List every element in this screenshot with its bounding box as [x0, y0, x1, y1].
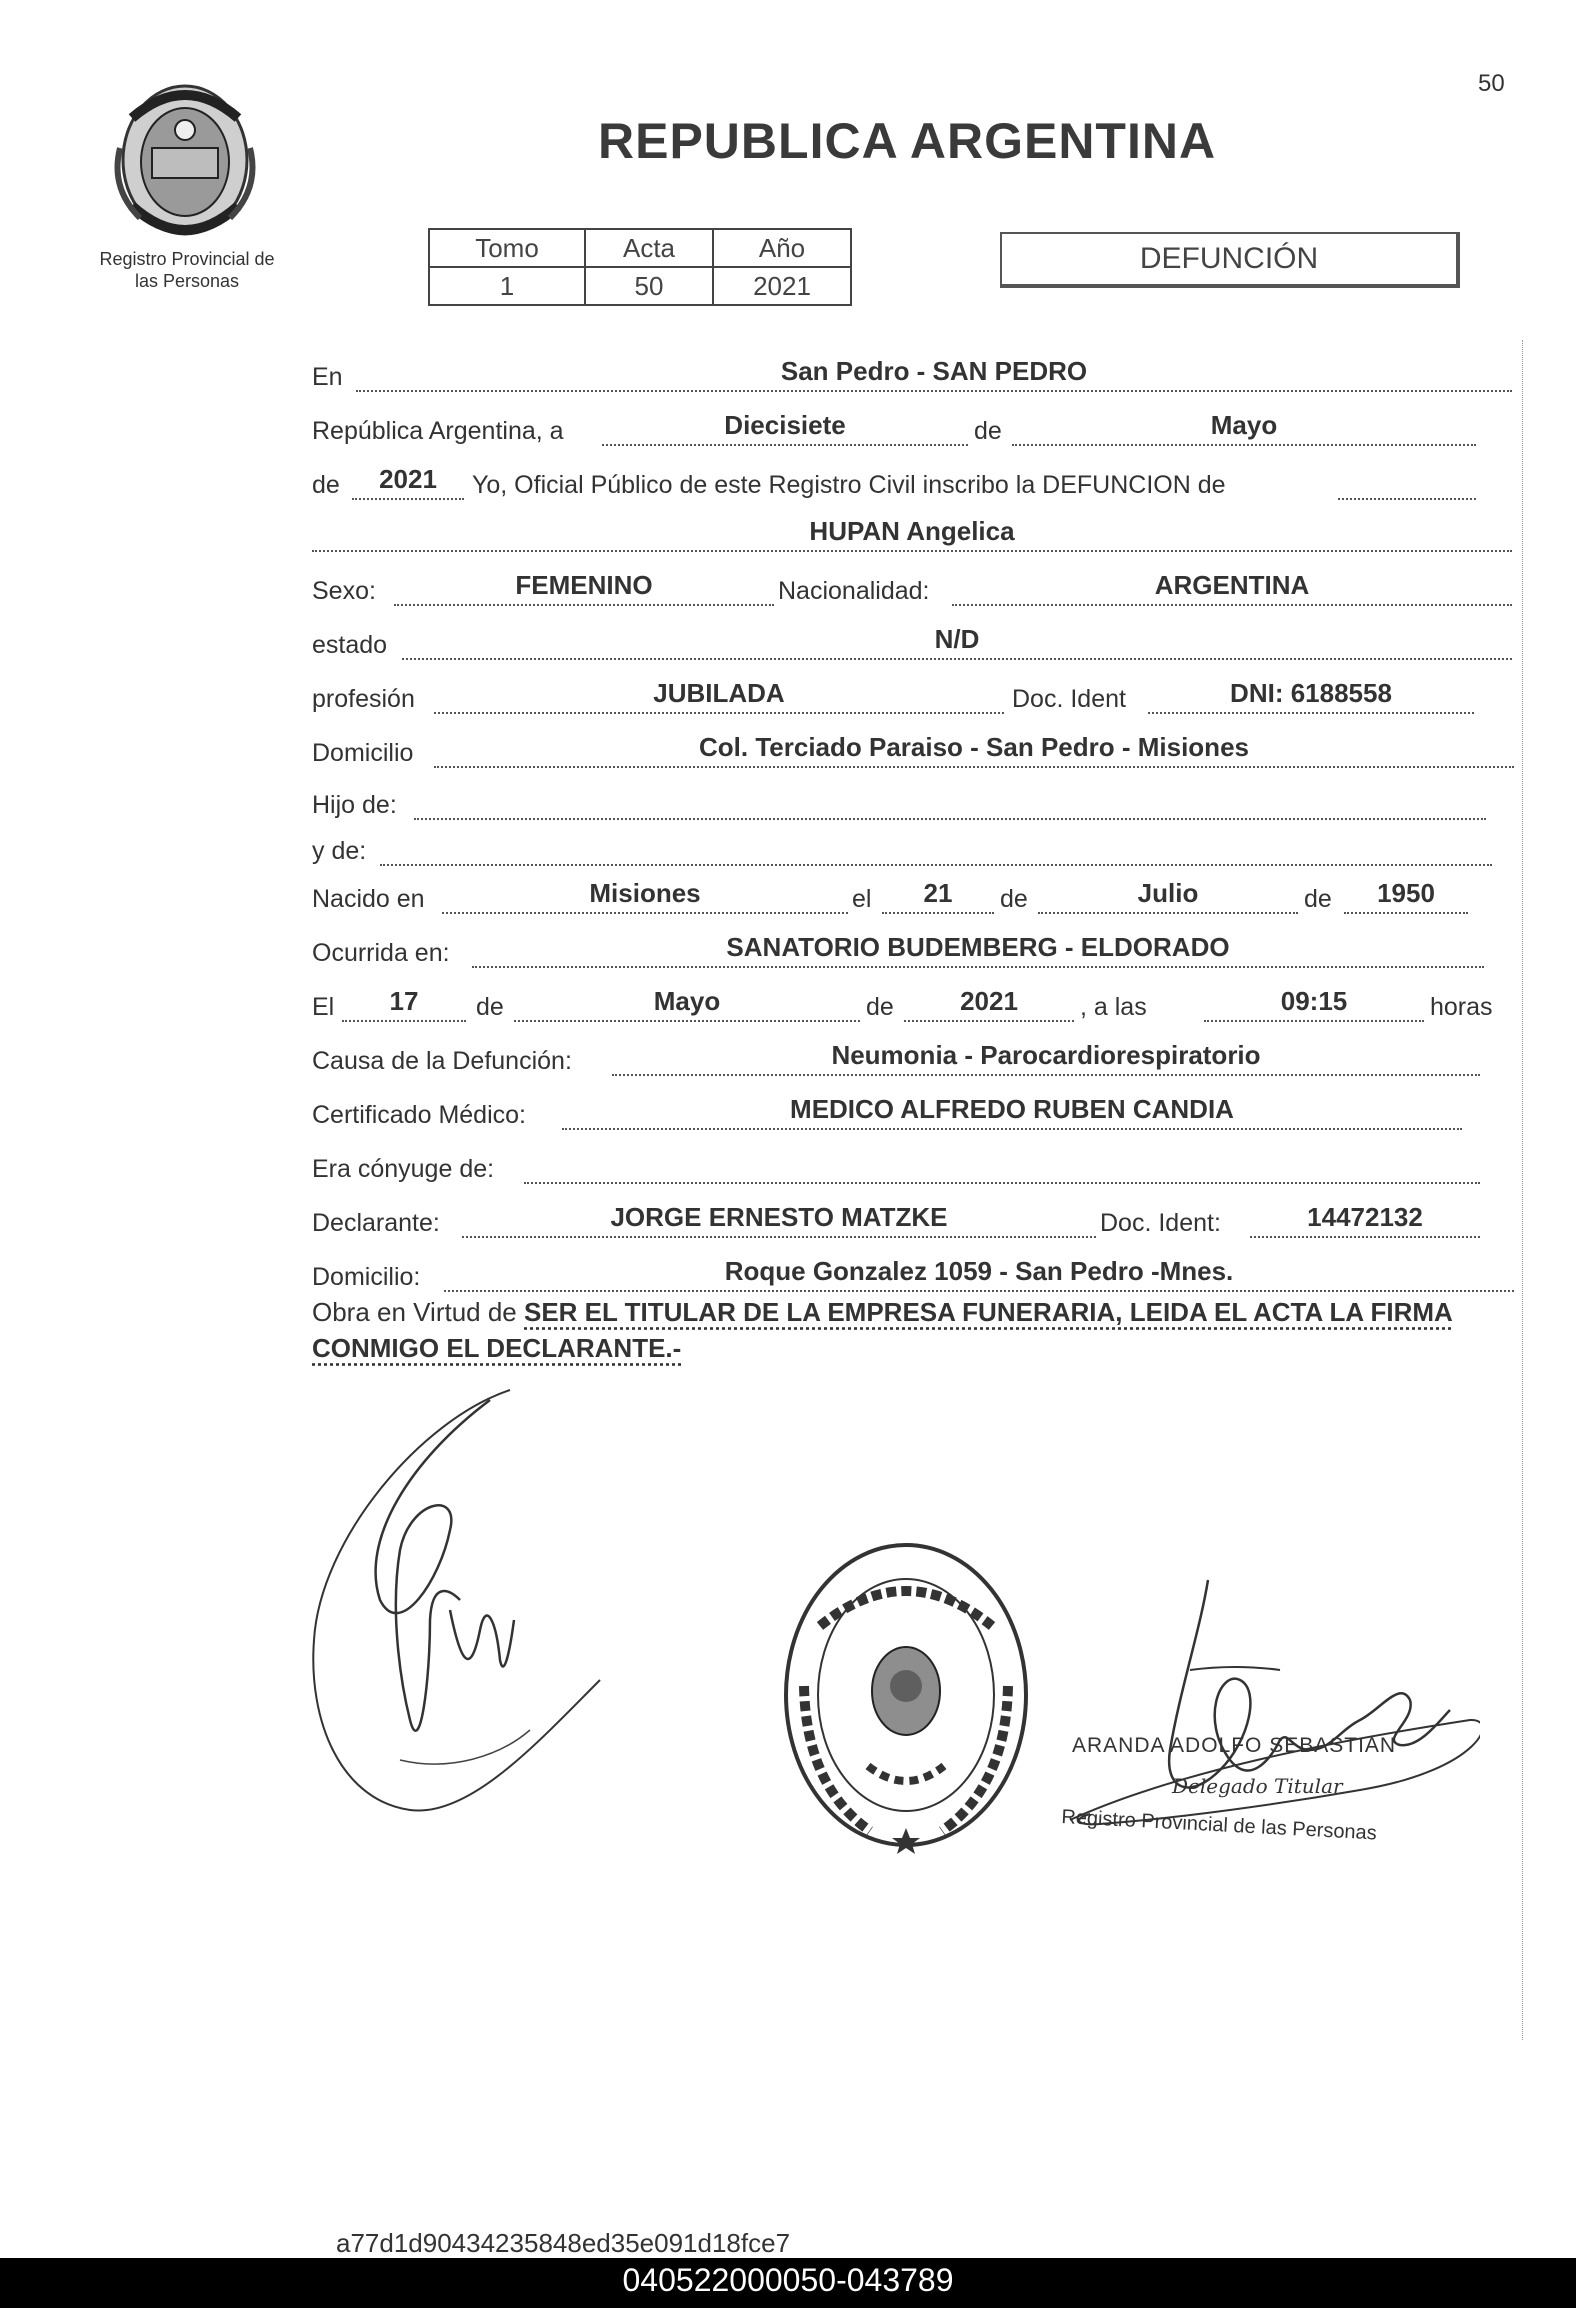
obra-value: SER EL TITULAR DE LA EMPRESA FUNERARIA, LEIDA EL ACTA LA FIRMA CONMIGO EL DECLARANTE.- — [312, 1297, 1453, 1363]
nacionalidad-value: ARGENTINA — [952, 570, 1512, 606]
tomo-value: 1 — [429, 267, 585, 305]
document-code: 040522000050-043789 — [622, 2262, 954, 2298]
official-name: ARANDA ADOLFO SEBASTIAN — [1072, 1734, 1397, 1757]
El-label: El — [312, 993, 335, 1021]
decl-domicilio-value: Roque Gonzalez 1059 - San Pedro -Mnes. — [444, 1256, 1514, 1292]
row-domicilio — [0, 728, 1576, 778]
row-certificado — [0, 1090, 1576, 1140]
misiones-province-crest-icon — [112, 78, 258, 240]
birth-year: 1950 — [1344, 878, 1468, 914]
death-de-label-2: de — [866, 993, 894, 1021]
hijo-de-line — [414, 788, 1486, 820]
certificado-label: Certificado Médico: — [312, 1101, 526, 1129]
birth-de-label-2: de — [1304, 885, 1332, 913]
profesion-label: profesión — [312, 685, 415, 713]
obra-en-virtud — [312, 1294, 1512, 1366]
handwritten-signature-icon — [300, 1380, 640, 1820]
sexo-label: Sexo: — [312, 577, 376, 605]
el-label: el — [852, 885, 872, 913]
row-date — [0, 406, 1576, 456]
registry-name — [82, 248, 292, 292]
doc-ident-value: DNI: 6188558 — [1148, 678, 1474, 714]
birth-day: 21 — [882, 878, 994, 914]
month-value: Mayo — [1012, 410, 1476, 446]
row-y-de — [0, 826, 1576, 876]
death-year: 2021 — [904, 986, 1074, 1022]
death-day: 17 — [342, 986, 466, 1022]
death-de-label: de — [476, 993, 504, 1021]
row-profesion — [0, 674, 1576, 724]
row-ocurrida — [0, 928, 1576, 978]
registry-name-line2: las Personas — [134, 271, 240, 291]
birth-de-label: de — [1000, 885, 1028, 913]
death-month: Mayo — [514, 986, 860, 1022]
nacionalidad-label: Nacionalidad: — [778, 577, 930, 605]
death-time: 09:15 — [1204, 986, 1424, 1022]
domicilio-value: Col. Terciado Paraiso - San Pedro - Misiones — [434, 732, 1514, 768]
de-year-label: de — [312, 471, 340, 499]
row-sexo — [0, 566, 1576, 616]
certificado-value: MEDICO ALFREDO RUBEN CANDIA — [562, 1094, 1462, 1130]
a-las-label: , a las — [1080, 993, 1147, 1021]
official-registry: Registro Provincial de las Personas — [1060, 1806, 1378, 1845]
y-de-line — [380, 834, 1492, 866]
row-conyuge — [0, 1144, 1576, 1194]
year-value: 2021 — [352, 464, 464, 500]
en-label: En — [312, 363, 343, 391]
acta-value: 50 — [585, 267, 713, 305]
declarante-label: Declarante: — [312, 1209, 440, 1237]
nacido-en-value: Misiones — [442, 878, 848, 914]
day-words: Diecisiete — [602, 410, 968, 446]
obra-label: Obra en Virtud de — [312, 1297, 517, 1327]
ocurrida-label: Ocurrida en: — [312, 939, 450, 967]
acta-header: Acta — [585, 229, 713, 267]
official-title: Delegado Titular — [1172, 1774, 1343, 1798]
row-death-date — [0, 982, 1576, 1032]
republica-label: República Argentina, a — [312, 417, 564, 445]
conyuge-label: Era cónyuge de: — [312, 1155, 495, 1183]
official-signature-icon — [1060, 1570, 1480, 1850]
full-name: HUPAN Angelica — [312, 516, 1512, 552]
sexo-value: FEMENINO — [394, 570, 774, 606]
anio-header: Año — [713, 229, 851, 267]
ocurrida-value: SANATORIO BUDEMBERG - ELDORADO — [472, 932, 1484, 968]
conyuge-line — [524, 1152, 1480, 1184]
doc-ident-label: Doc. Ident — [1012, 685, 1126, 713]
declarante-value: JORGE ERNESTO MATZKE — [462, 1202, 1096, 1238]
row-hijo-de — [0, 780, 1576, 830]
causa-value: Neumonia - Parocardiorespiratorio — [612, 1040, 1480, 1076]
anio-value: 2021 — [713, 267, 851, 305]
hijo-de-label: Hijo de: — [312, 791, 397, 819]
declarante-doc-value: 14472132 — [1250, 1202, 1480, 1238]
row-nacido — [0, 874, 1576, 924]
domicilio-label: Domicilio — [312, 739, 414, 767]
inscribo-text: Yo, Oficial Público de este Registro Civil inscribo la DEFUNCION de — [472, 471, 1226, 499]
registry-table — [428, 228, 852, 306]
page-title: REPUBLICA ARGENTINA — [598, 113, 1217, 169]
en-value: San Pedro - SAN PEDRO — [356, 356, 1512, 392]
birth-month: Julio — [1038, 878, 1298, 914]
row-name — [0, 512, 1576, 562]
estado-label: estado — [312, 631, 388, 659]
official-seal-icon — [780, 1536, 1032, 1854]
decl-domicilio-label: Domicilio: — [312, 1263, 421, 1291]
tomo-header: Tomo — [429, 229, 585, 267]
document-hash: a77d1d90434235848ed35e091d18fce7 — [336, 2228, 791, 2258]
row-causa — [0, 1036, 1576, 1086]
horas-label: horas — [1430, 993, 1493, 1021]
registry-name-line1: Registro Provincial de — [99, 249, 275, 269]
declarante-doc-label: Doc. Ident: — [1100, 1209, 1221, 1237]
document-type: DEFUNCIÓN — [1000, 232, 1460, 288]
y-de-label: y de: — [312, 837, 367, 865]
estado-value: N/D — [402, 624, 1512, 660]
profesion-value: JUBILADA — [434, 678, 1004, 714]
row-estado — [0, 620, 1576, 670]
row-year — [0, 460, 1576, 510]
inscribo-line — [1338, 468, 1476, 500]
row-en — [0, 352, 1576, 402]
nacido-en-label: Nacido en — [312, 885, 425, 913]
page-number: 50 — [1478, 70, 1505, 97]
row-declarante — [0, 1198, 1576, 1248]
de-label: de — [974, 417, 1002, 445]
causa-label: Causa de la Defunción: — [312, 1047, 572, 1075]
